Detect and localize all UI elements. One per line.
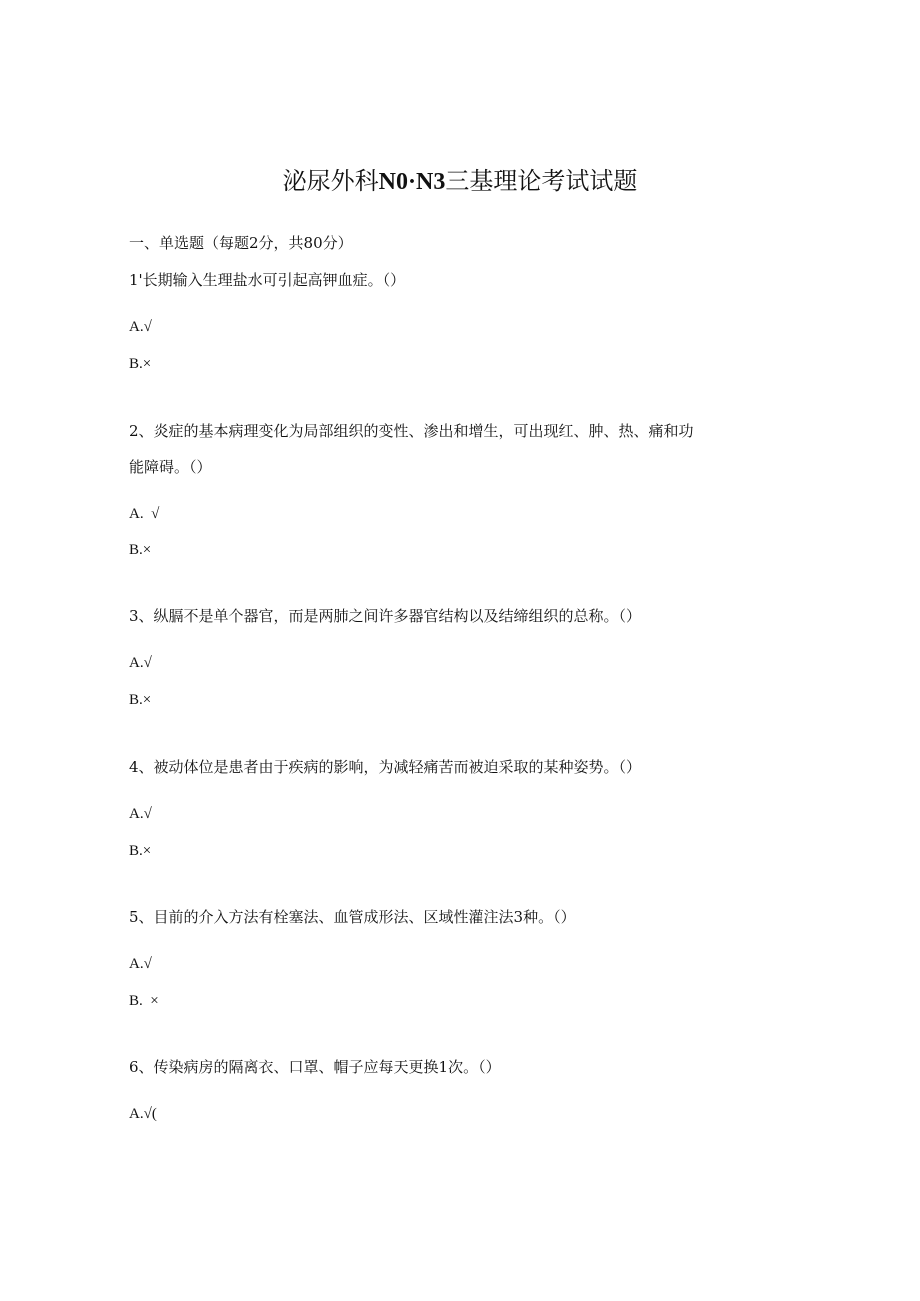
question-6-text: 6、传染病房的隔离衣、口罩、帽子应每天更换1次。（） — [129, 1058, 501, 1076]
page-title — [0, 166, 920, 197]
question-1-option-b: B.× — [129, 356, 152, 372]
question-6-option-a: A.√( — [129, 1106, 157, 1122]
question-1-option-a: A.√ — [129, 319, 152, 335]
question-2-option-a: A. √ — [129, 506, 160, 522]
question-1-text: 1'长期输入生理盐水可引起高钾血症。（） — [129, 271, 406, 289]
question-4-option-b: B.× — [129, 843, 152, 859]
question-3-text: 3、纵膈不是单个器官，而是两肺之间许多器官结构以及结缔组织的总称。（） — [129, 607, 642, 625]
question-5-text: 5、目前的介入方法有栓塞法、血管成形法、区域性灌注法3种。（） — [129, 908, 576, 926]
question-3-option-a: A.√ — [129, 655, 152, 671]
title-suffix: 三基理论考试试题 — [445, 167, 638, 195]
question-4-text: 4、被动体位是患者由于疾病的影响，为减轻痛苦而被迫采取的某种姿势。（） — [129, 758, 642, 776]
question-3-option-b: B.× — [129, 692, 152, 708]
question-2-text-line-2: 能障碍。（） — [129, 458, 212, 476]
question-2-text-line-1: 2、炎症的基本病理变化为局部组织的变性、渗出和增生，可出现红、肿、热、痛和功 — [129, 422, 694, 440]
title-prefix: 泌尿外科 — [282, 167, 379, 195]
question-5-option-a: A.√ — [129, 956, 152, 972]
title-code: N0·N3 — [378, 169, 446, 195]
question-2-option-b: B.× — [129, 542, 152, 558]
question-4-option-a: A.√ — [129, 806, 152, 822]
question-5-option-b: B. × — [129, 993, 159, 1009]
section-heading: 一、单选题（每题2分，共80分） — [129, 234, 353, 252]
